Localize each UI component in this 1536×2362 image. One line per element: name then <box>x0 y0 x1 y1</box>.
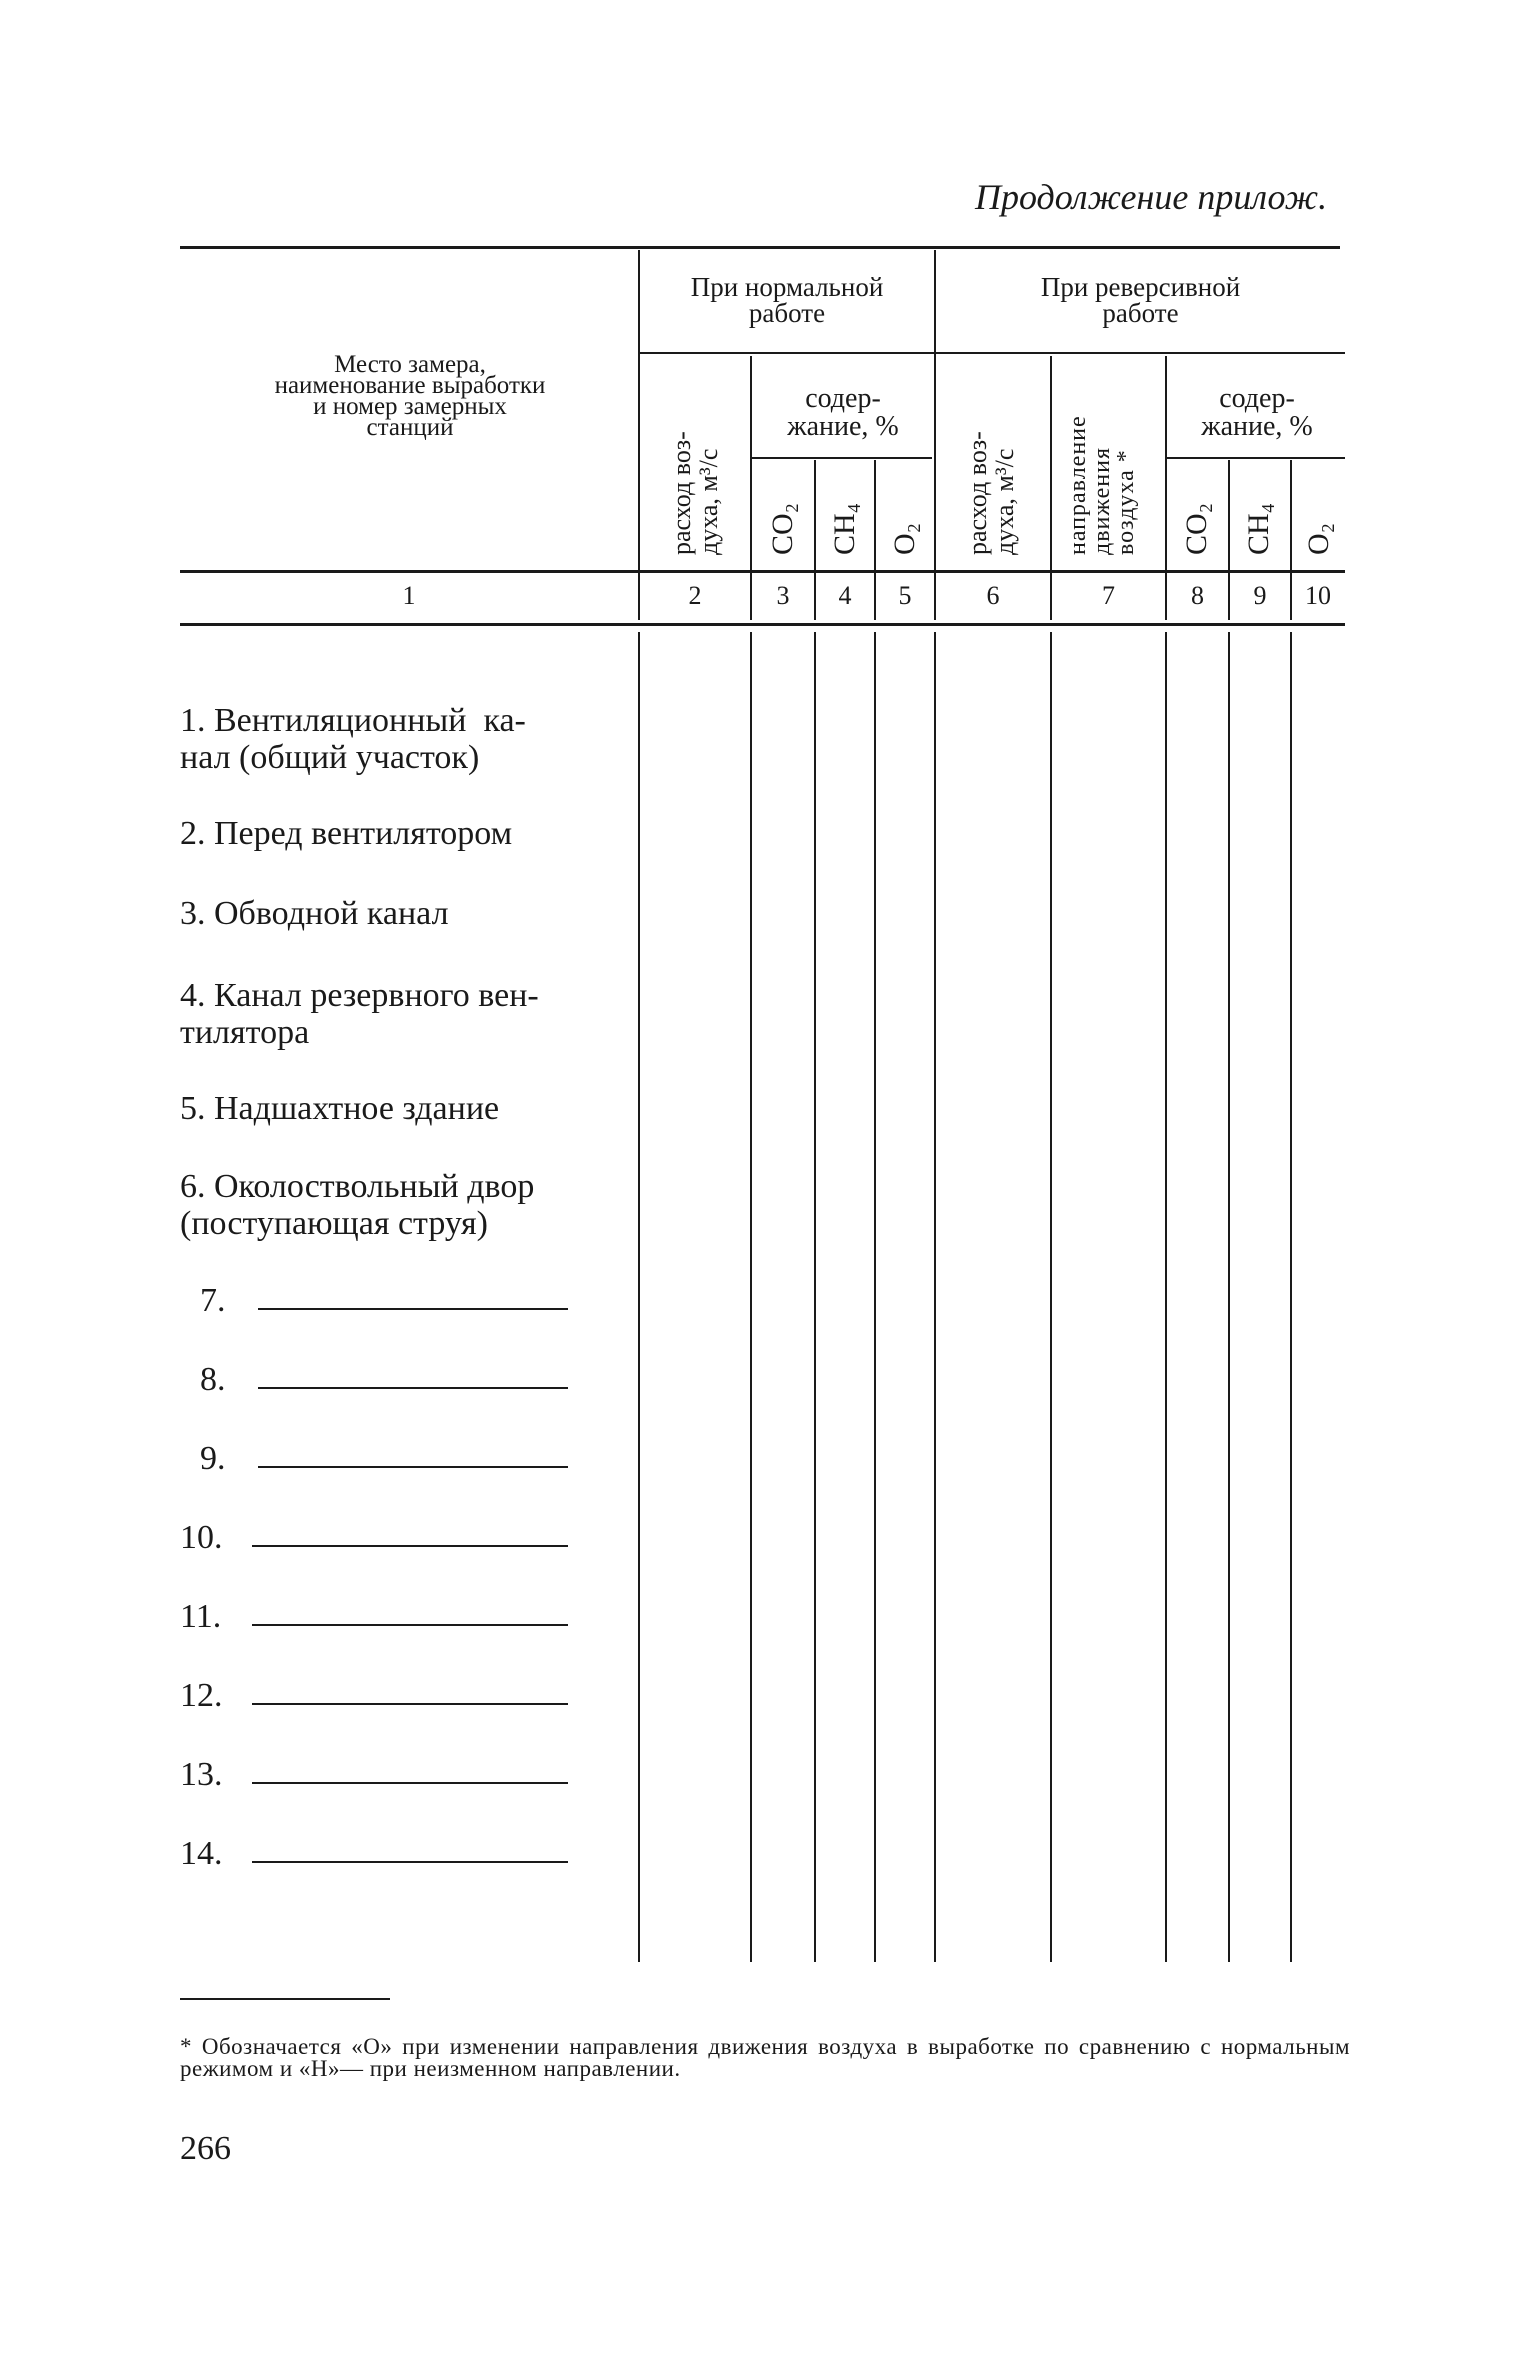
body-vline <box>1228 632 1230 1962</box>
air-flow-header-reverse <box>964 431 1018 555</box>
blank-row-line <box>258 1466 568 1468</box>
direction-header-line: воздуха * <box>1113 449 1139 555</box>
body-vline <box>750 632 752 1962</box>
column-number: 9 <box>1253 581 1267 610</box>
normal-work-header-line: При нормальной <box>690 272 884 302</box>
content-rule-reverse <box>1167 457 1345 459</box>
body-vline <box>1050 632 1052 1962</box>
table-row-label <box>180 702 620 776</box>
reverse-work-header-line: При реверсивной <box>1040 272 1241 302</box>
header-bottom-rule <box>180 570 1345 573</box>
column-number: 5 <box>898 581 912 610</box>
co2-header-reverse: CO₂ <box>1180 502 1213 555</box>
blank-row-number: 12. <box>180 1677 223 1714</box>
blank-row-line <box>258 1308 568 1310</box>
air-flow-header-line: расход воз- <box>963 431 992 555</box>
column-number: 6 <box>986 581 1000 610</box>
co2-header-normal: CO₂ <box>766 502 799 555</box>
content-header-line: жание, % <box>787 411 899 442</box>
direction-header-line: движения <box>1089 446 1115 555</box>
body-vline <box>874 632 876 1962</box>
row-label-line: 6. Околоствольный двор <box>180 1168 535 1205</box>
content-rule-normal <box>752 457 932 459</box>
body-vline <box>1290 632 1292 1962</box>
air-flow-header-normal <box>668 431 722 555</box>
group-header-rule <box>640 352 1345 354</box>
column-number: 10 <box>1305 581 1331 610</box>
normal-work-header-line: работе <box>748 298 826 328</box>
body-vline <box>934 632 936 1962</box>
table-row-label <box>180 1090 499 1127</box>
column-number: 2 <box>688 581 702 610</box>
body-vline <box>638 632 640 1962</box>
content-header-reverse <box>1169 385 1345 441</box>
blank-row-number: 14. <box>180 1835 223 1872</box>
table-row-label <box>180 815 512 852</box>
air-flow-header-line: духа, м³/с <box>694 448 723 555</box>
content-header-line: содер- <box>805 383 881 414</box>
table-row-label <box>180 1168 534 1242</box>
table-row-label <box>180 895 449 932</box>
content-header-line: жание, % <box>1201 411 1313 442</box>
content-header-line: содер- <box>1219 383 1295 414</box>
row-label-line: 5. Надшахтное здание <box>180 1090 500 1127</box>
normal-work-header <box>642 274 932 326</box>
footnote: * Обозначается «О» при изменении направления движения воздуха в выработке по сравнению с нормальным режимом и «Н»— при неизменном направлении. <box>180 2034 1350 2081</box>
row-label-line: нал (общий участок) <box>180 739 480 776</box>
direction-header-line: направление <box>1065 415 1091 555</box>
row-label-line: (поступающая струя) <box>180 1205 488 1242</box>
blank-row-line <box>252 1782 568 1784</box>
table-top-rule <box>180 246 1340 249</box>
row-label-line: 1. Вентиляционный ка- <box>180 702 526 739</box>
blank-row-number: 11. <box>180 1598 222 1635</box>
column-number: 4 <box>838 581 852 610</box>
o2-header-reverse: O₂ <box>1302 522 1335 555</box>
place-header-line: наименование выработки <box>274 372 546 399</box>
column-number: 3 <box>776 581 790 610</box>
header-vline <box>638 250 640 620</box>
ch4-header-reverse: CH₄ <box>1242 502 1275 555</box>
blank-row-line <box>252 1861 568 1863</box>
row-label-line: 2. Перед вентилятором <box>180 815 513 852</box>
body-vline <box>814 632 816 1962</box>
column-number: 8 <box>1191 581 1204 610</box>
page-number: 266 <box>180 2130 231 2167</box>
o2-header-normal: O₂ <box>888 522 921 555</box>
blank-row-line <box>252 1545 568 1547</box>
blank-row-number: 10. <box>180 1519 223 1556</box>
blank-row-number: 9. <box>200 1440 226 1477</box>
column-number: 7 <box>1102 581 1115 610</box>
reverse-work-header-line: работе <box>1102 298 1179 328</box>
place-header-line: Место замера, <box>334 351 486 378</box>
header-vline <box>934 250 936 620</box>
ch4-header-normal: CH₄ <box>828 502 861 555</box>
column-number: 1 <box>402 581 416 610</box>
air-flow-header-line: духа, м³/с <box>990 448 1019 555</box>
place-header <box>190 351 630 441</box>
content-header-normal <box>754 385 932 441</box>
blank-row-number: 8. <box>200 1361 226 1398</box>
continuation-heading: Продолжение прилож. <box>975 177 1328 217</box>
place-header-line: и номер замерных <box>313 393 507 420</box>
numbers-bottom-rule <box>180 623 1345 626</box>
blank-row-number: 7. <box>200 1282 226 1319</box>
row-label-line: 4. Канал резервного вен- <box>180 977 539 1014</box>
blank-row-line <box>252 1703 568 1705</box>
direction-header <box>1066 415 1138 555</box>
blank-row-line <box>258 1387 568 1389</box>
row-label-line: 3. Обводной канал <box>180 895 449 932</box>
reverse-work-header <box>938 274 1343 326</box>
place-header-line: станций <box>366 414 454 441</box>
blank-row-number: 13. <box>180 1756 223 1793</box>
footnote-rule <box>180 1998 390 2000</box>
body-vline <box>1165 632 1167 1962</box>
row-label-line: тилятора <box>180 1014 310 1051</box>
air-flow-header-line: расход воз- <box>667 431 696 555</box>
blank-row-line <box>252 1624 568 1626</box>
table-row-label <box>180 977 539 1051</box>
